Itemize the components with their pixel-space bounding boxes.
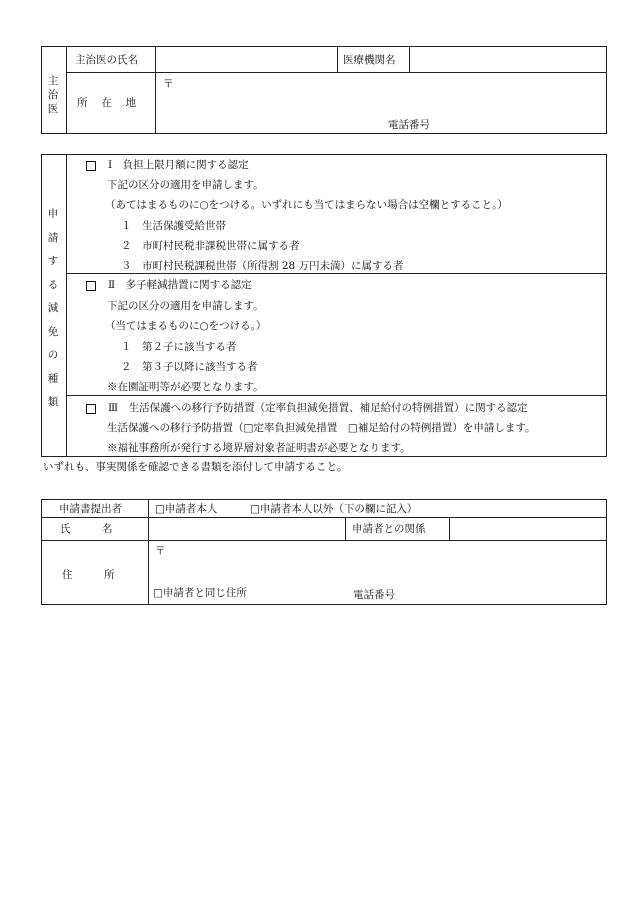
submitter-name-label: 氏 名 (60, 523, 113, 535)
submitter-address-label: 住 所 (62, 569, 115, 581)
section-1-line: 下記の区分の適用を申請します。 (107, 179, 264, 191)
section-1-option[interactable]: ２ 市町村民税非課税世帯に属する者 (121, 240, 300, 252)
section-1-heading: Ⅰ 負担上限月額に関する認定 (108, 159, 249, 171)
physician-name-field[interactable] (160, 53, 332, 67)
relation-label: 申請者との関係 (352, 523, 426, 535)
physician-address-label: 所 在 地 (77, 97, 137, 109)
section-3-checkbox[interactable] (86, 404, 96, 414)
institution-field[interactable] (414, 53, 600, 67)
section-2-note: ※在園証明等が必要となります。 (107, 381, 264, 393)
section-2-heading: Ⅱ 多子軽減措置に関する認定 (108, 279, 252, 291)
section-1-line: （あてはまるものに○をつける。いずれにも当てはまらない場合は空欄とすること。） (105, 199, 508, 211)
institution-label: 医療機関名 (343, 54, 396, 66)
section-1-option[interactable]: １ 生活保護受給世帯 (121, 220, 226, 232)
section-3-line[interactable]: 生活保護への移行予防措置（□定率負担減免措置 □補足給付の特例措置）を申請します。 (107, 422, 536, 434)
submitter-row-label: 申請書提出者 (59, 503, 122, 515)
section-1-option[interactable]: ３ 市町村民税課税世帯（所得割 28 万円未満）に属する者 (121, 260, 404, 272)
attachment-note: いずれも、事実関係を確認できる書類を添付して申請すること。 (43, 461, 348, 473)
section-3-note: ※福祉事務所が発行する境界層対象者証明書が必要となります。 (107, 442, 411, 454)
reduction-side-label: 申 請 す る 減 免 の 種 類 (47, 208, 59, 408)
section-2-line: （当てはまるものに○をつける。） (105, 320, 267, 332)
physician-phone-label: 電話番号 (388, 119, 430, 131)
section-2-line: 下記の区分の適用を申請します。 (107, 300, 264, 312)
submitter-name-field[interactable] (152, 522, 340, 536)
submitter-phone-label: 電話番号 (353, 589, 395, 601)
physician-postal-mark: 〒 (163, 78, 174, 90)
section-2-checkbox[interactable] (86, 281, 96, 291)
submitter-postal-mark: 〒 (155, 545, 166, 557)
physician-side-label: 主 治 医 (47, 75, 59, 115)
section-2-option[interactable]: ２ 第３子以降に該当する者 (121, 361, 258, 373)
submitter-option-other[interactable]: □申請者本人以外（下の欄に記入） (250, 503, 418, 515)
same-address-checkbox[interactable]: □申請者と同じ住所 (153, 587, 247, 599)
physician-name-label: 主治医の氏名 (75, 54, 138, 66)
relation-field[interactable] (454, 522, 602, 536)
section-1-checkbox[interactable] (86, 161, 96, 171)
submitter-option-self[interactable]: □申請者本人 (155, 503, 218, 515)
section-3-heading: Ⅲ 生活保護への移行予防措置（定率負担減免措置、補足給付の特例措置）に関する認定 (108, 402, 528, 414)
section-2-option[interactable]: １ 第２子に該当する者 (121, 341, 237, 353)
